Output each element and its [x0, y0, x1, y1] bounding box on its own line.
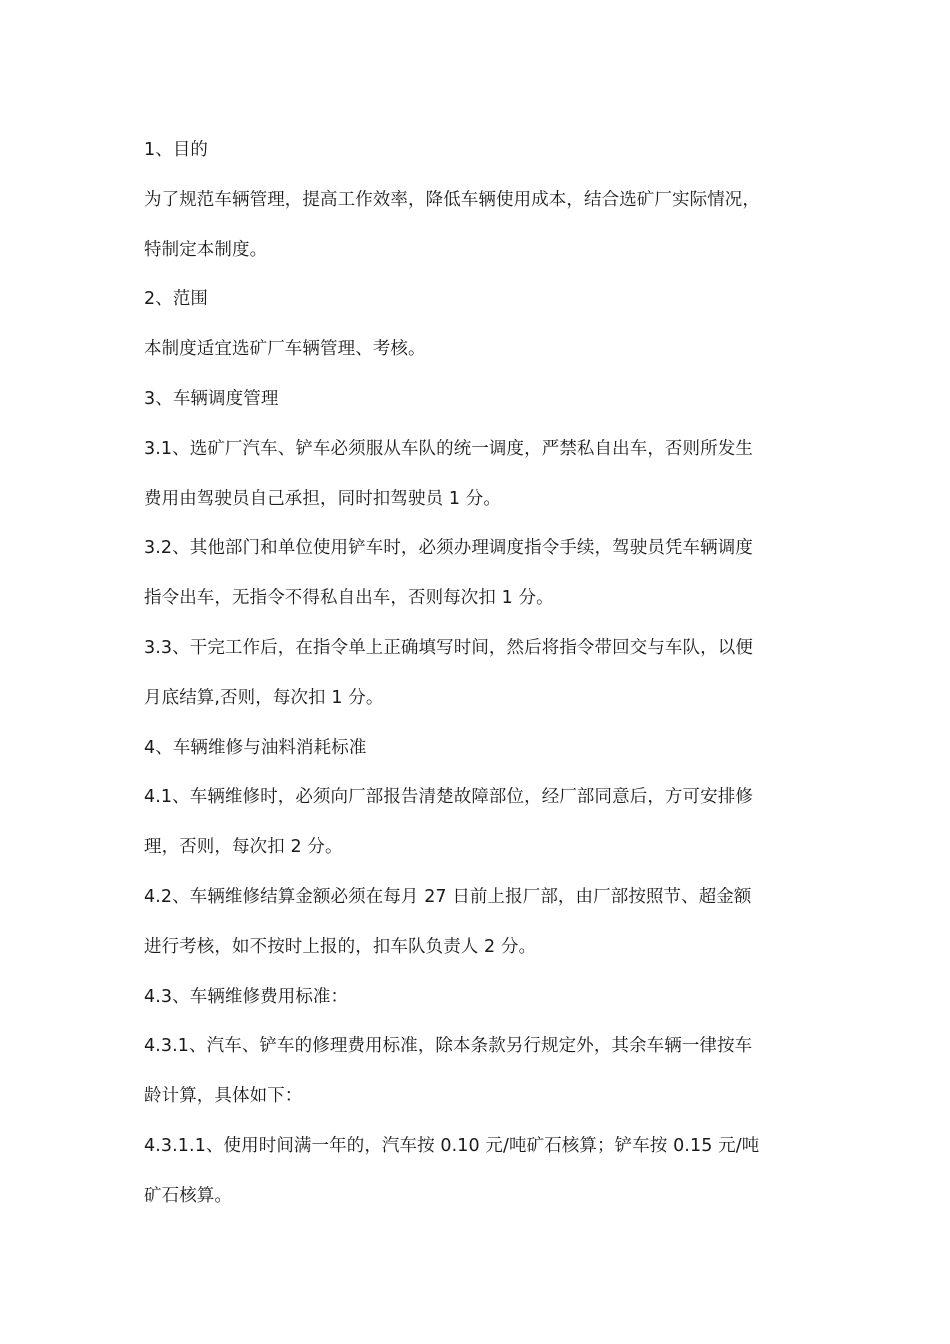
clause-line: 理，否则，每次扣 2 分。 [144, 837, 343, 858]
document-body [144, 126, 820, 1222]
clause-line: 3.3、干完工作后，在指令单上正确填写时间，然后将指令带回交与车队，以便 [144, 637, 753, 658]
paragraph-line: 为了规范车辆管理，提高工作效率，降低车辆使用成本，结合选矿厂实际情况， [144, 189, 760, 210]
clause-line: 4.3.1.1、使用时间满一年的，汽车按 0.10 元/吨矿石核算；铲车按 0.15 元/吨 [144, 1135, 760, 1156]
clause-line: 费用由驾驶员自己承担，同时扣驾驶员 1 分。 [144, 488, 501, 509]
clause-line: 龄计算，具体如下： [144, 1086, 303, 1107]
paragraph-line: 本制度适宜选矿厂车辆管理、考核。 [144, 339, 426, 360]
section-heading-purpose: 1、目的 [144, 140, 209, 160]
clause-line: 矿石核算。 [144, 1185, 232, 1206]
clause-line: 月底结算,否则，每次扣 1 分。 [144, 687, 384, 708]
clause-line: 指令出车，无指令不得私自出车，否则每次扣 1 分。 [144, 588, 554, 609]
section-heading-scope: 2、范围 [144, 289, 209, 310]
clause-line: 3.2、其他部门和单位使用铲车时，必须办理调度指令手续，驾驶员凭车辆调度 [144, 538, 753, 559]
clause-line: 4.3、车辆维修费用标准： [144, 986, 349, 1007]
clause-line: 4.1、车辆维修时，必须向厂部报告清楚故障部位，经厂部同意后，方可安排修 [144, 787, 753, 808]
paragraph-line: 特制定本制度。 [144, 239, 268, 260]
section-heading-dispatch: 3、车辆调度管理 [144, 388, 279, 409]
clause-line: 4.3.1、汽车、铲车的修理费用标准，除本条款另行规定外，其余车辆一律按车 [144, 1036, 753, 1057]
section-heading-maintenance: 4、车辆维修与油料消耗标准 [144, 737, 367, 758]
clause-line: 进行考核，如不按时上报的，扣车队负责人 2 分。 [144, 936, 537, 957]
clause-line: 4.2、车辆维修结算金额必须在每月 27 日前上报厂部，由厂部按照节、超金额 [144, 886, 752, 907]
clause-line: 3.1、选矿厂汽车、铲车必须服从车队的统一调度，严禁私自出车，否则所发生 [144, 438, 753, 459]
